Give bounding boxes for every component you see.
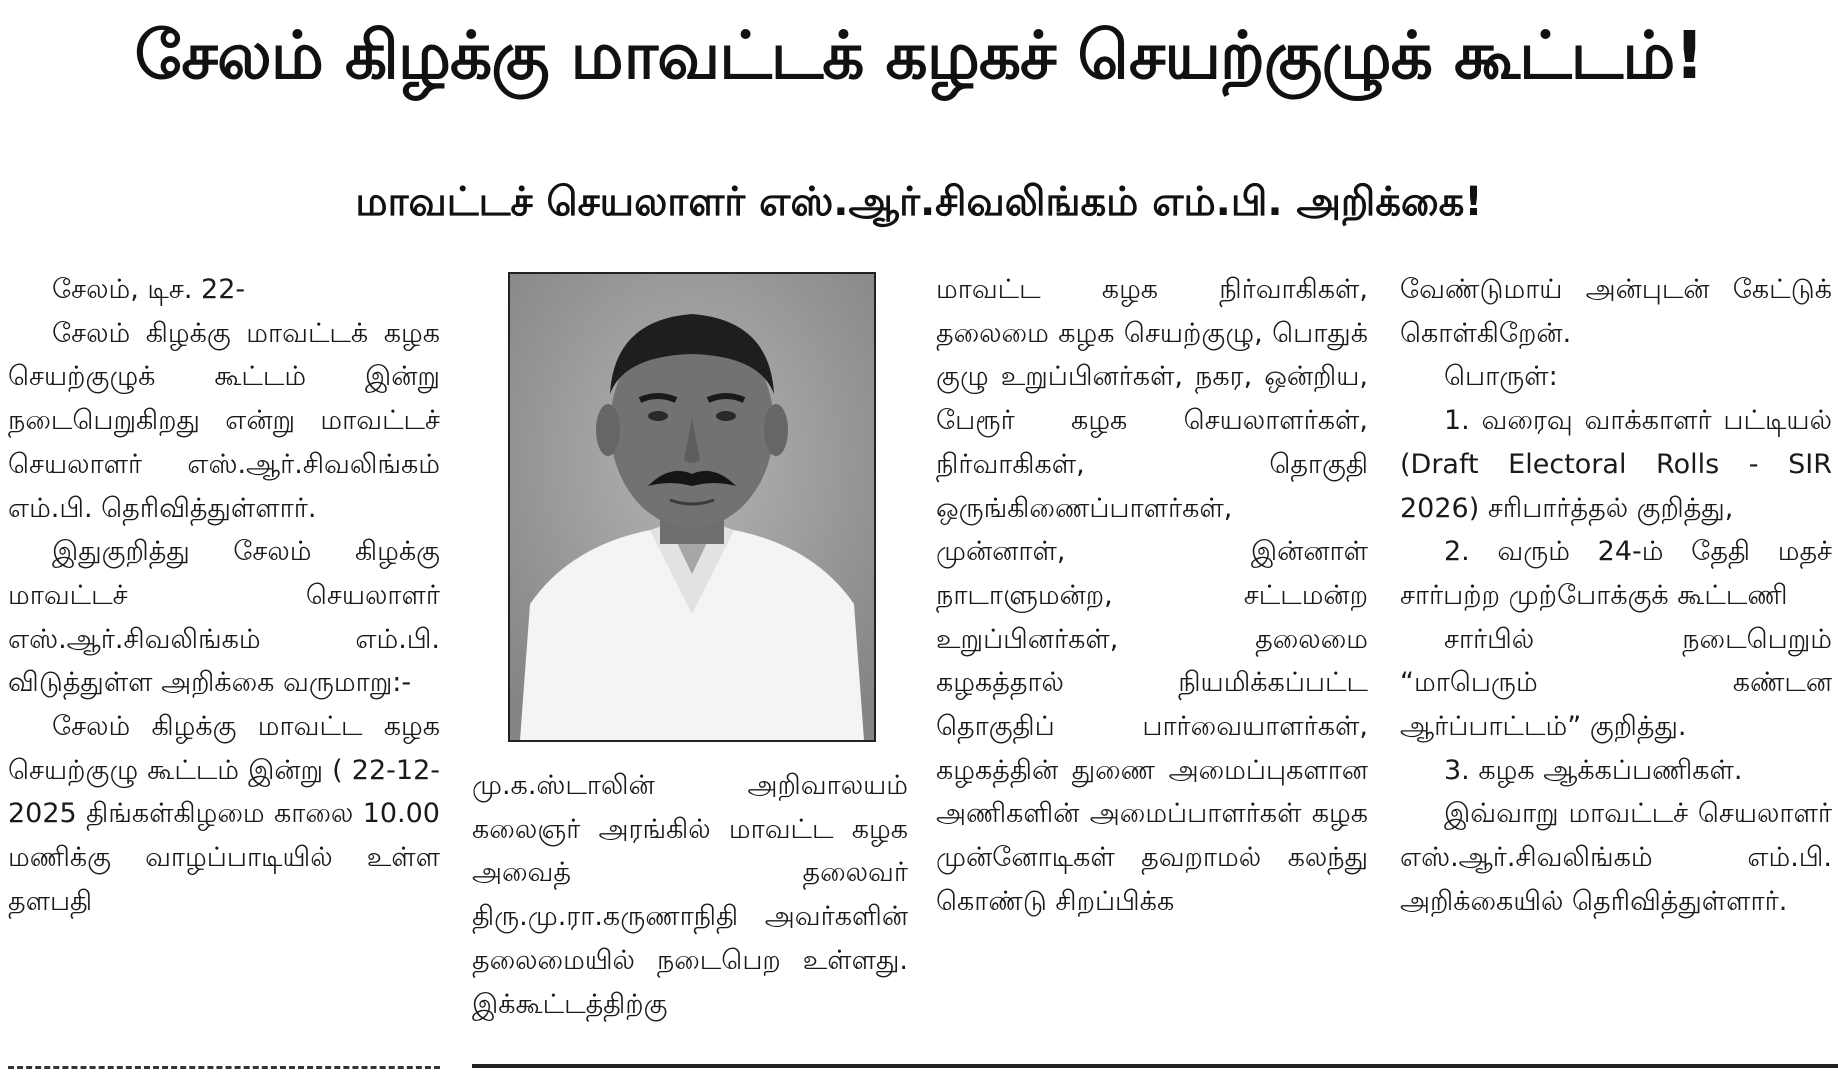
headline: சேலம் கிழக்கு மாவட்டக் கழகச் செயற்குழுக் கூட்டம்! — [134, 17, 1704, 94]
agenda-item-2: 2. வரும் 24-ம் தேதி மதச் சார்பற்ற முற்போக்குக் கூட்டணி — [1400, 536, 1832, 611]
portrait-photo — [508, 272, 876, 742]
article-column-4 — [1400, 268, 1832, 924]
agenda-item-1: 1. வரைவு வாக்காளர் பட்டியல் (Draft Electoral Rolls - SIR 2026) சரிபார்த்தல் குறித்து, — [1400, 405, 1832, 524]
bottom-rule — [472, 1064, 1838, 1068]
article-column-3 — [936, 268, 1368, 924]
paragraph: இதுகுறித்து சேலம் கிழக்கு மாவட்டச் செயலாளர் எஸ்.ஆர்.சிவலிங்கம் எம்.பி. விடுத்துள்ள அறிக்கை வருமாறு:- — [8, 536, 440, 699]
subject-heading: பொருள்: — [1444, 361, 1558, 393]
portrait-illustration — [510, 274, 874, 740]
paragraph: சார்பில் நடைபெறும் “மாபெரும் கண்டன ஆர்ப்பாட்டம்” குறித்து. — [1400, 623, 1832, 743]
agenda-item-3: 3. கழக ஆக்கப்பணிகள். — [1444, 754, 1743, 786]
closing-paragraph: இவ்வாறு மாவட்டச் செயலாளர் எஸ்.ஆர்.சிவலிங்கம் எம்.பி. அறிக்கையில் தெரிவித்துள்ளார். — [1400, 798, 1832, 917]
article-column-1 — [8, 268, 440, 924]
paragraph: மாவட்ட கழக நிர்வாகிகள், தலைமை கழக செயற்குழு, பொதுக் குழு உறுப்பினர்கள், நகர, ஒன்றிய, பேரூர் கழக செயலாளர்கள், நிர்வாகிகள், தொகுதி ஒருங்கிணைப்பாளர்கள், முன்னாள், இன்னாள் நாடாளுமன்ற, சட்டமன்ற உறுப்பினர்கள், தலைமை கழகத்தால் நியமிக்கப்பட்ட தொகுதிப் பார்வையாளர்கள், கழகத்தின் துணை அமைப்புகளான அணிகளின் அமைப்பாளர்கள் கழக முன்னோடிகள் தவறாமல் கலந்து கொண்டு சிறப்பிக்க — [936, 274, 1368, 917]
column-divider — [8, 1066, 440, 1069]
paragraph: சேலம் கிழக்கு மாவட்டக் கழக செயற்குழுக் கூட்டம் இன்று நடைபெறுகிறது என்று மாவட்டச் செயலாளர் எஸ்.ஆர்.சிவலிங்கம் எம்.பி. தெரிவித்துள்ளார். — [8, 317, 440, 524]
paragraph: சேலம் கிழக்கு மாவட்ட கழக செயற்குழு கூட்டம் இன்று ( 22-12-2025 திங்கள்கிழமை காலை 10.00 மணிக்கு வாழப்பாடியில் உள்ள தளபதி — [8, 711, 440, 917]
paragraph: வேண்டுமாய் அன்புடன் கேட்டுக் கொள்கிறேன். — [1400, 274, 1832, 349]
subheadline: மாவட்டச் செயலாளர் எஸ்.ஆர்.சிவலிங்கம் எம்.பி. அறிக்கை! — [355, 179, 1483, 225]
dateline: சேலம், டிச. 22- — [52, 274, 246, 305]
article-column-2 — [472, 764, 908, 1026]
paragraph: மு.க.ஸ்டாலின் அறிவாலயம் கலைஞர் அரங்கில் மாவட்ட கழக அவைத் தலைவர் திரு.மு.ரா.கருணாநிதி அவர்களின் தலைமையில் நடைபெற உள்ளது. இக்கூட்டத்திற்கு — [472, 770, 908, 1020]
